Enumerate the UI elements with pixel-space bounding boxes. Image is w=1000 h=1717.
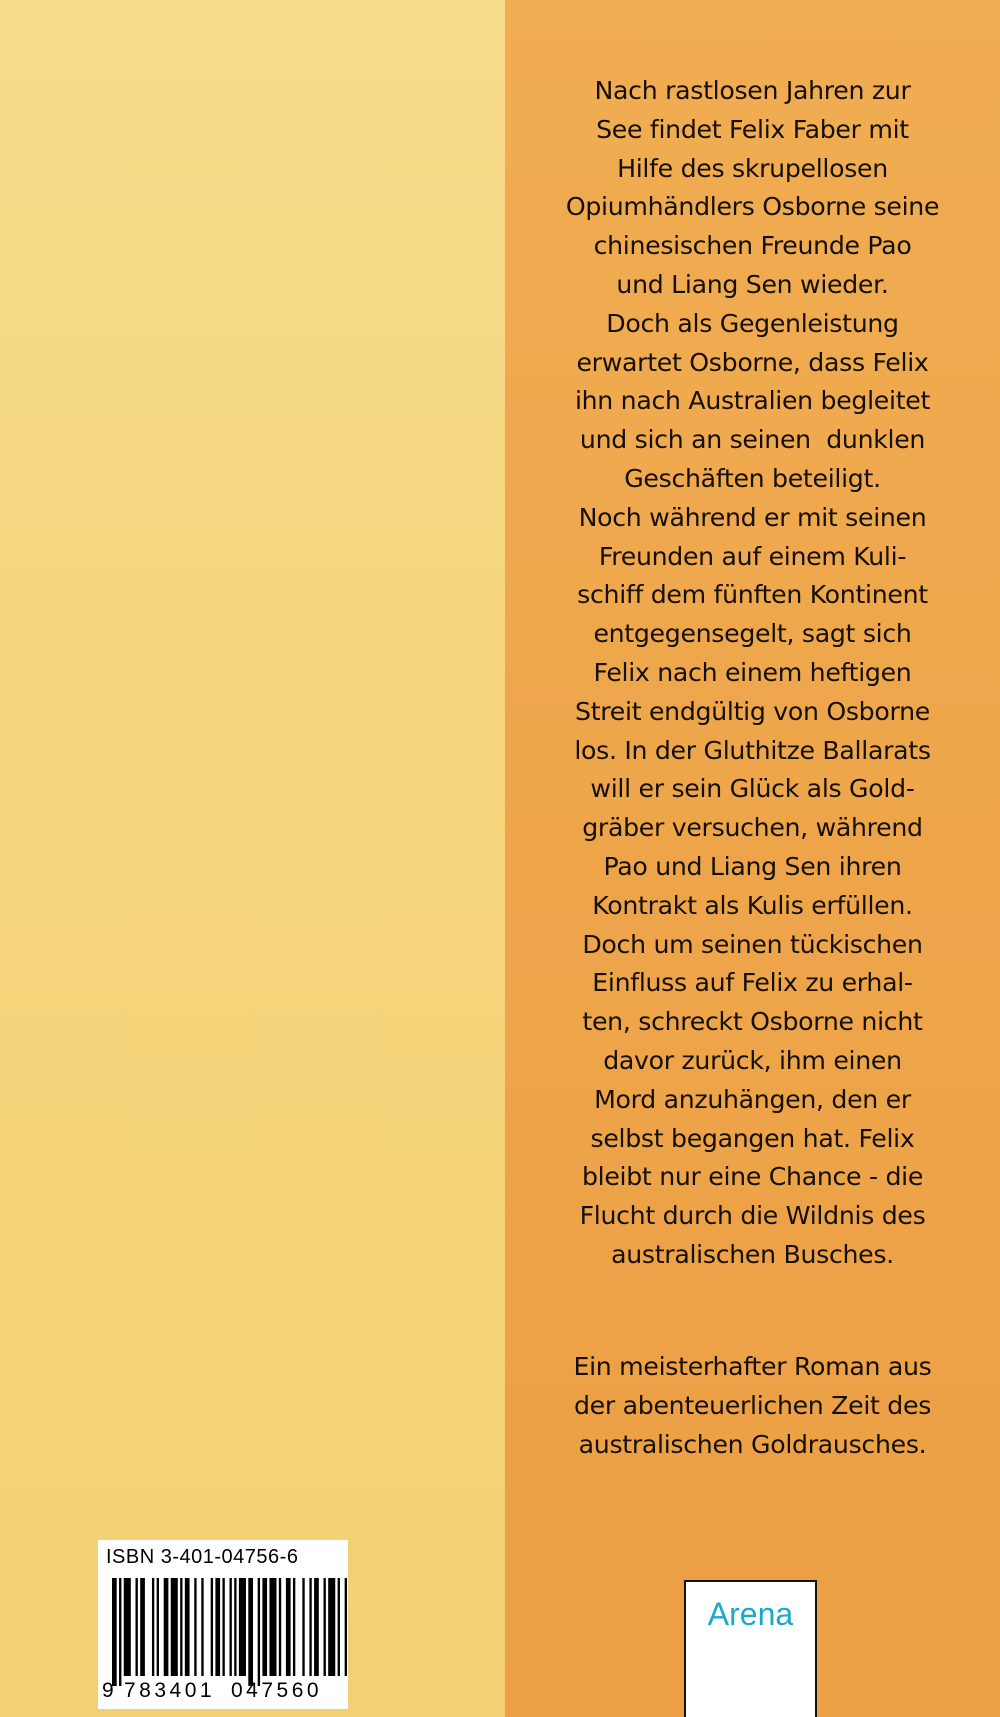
blurb-line: chinesischen Freunde Pao [593, 231, 912, 261]
barcode-bar [211, 1578, 213, 1676]
publisher-name: Arena [707, 1596, 794, 1632]
blurb-line: will er sein Glück als Gold- [590, 774, 915, 804]
barcode-bar [140, 1578, 145, 1676]
barcode-bar [136, 1578, 138, 1676]
barcode-bar [286, 1578, 291, 1676]
blurb-line: See findet Felix Faber mit [596, 114, 909, 144]
barcode-bar [180, 1578, 182, 1676]
blurb-line: und Liang Sen wieder. [616, 269, 889, 299]
tagline-line: australischen Goldrausches. [578, 1429, 927, 1459]
barcode-bar [112, 1578, 117, 1686]
barcode-bars [98, 1578, 348, 1686]
isbn-label: ISBN 3-401-04756-6 [106, 1546, 299, 1568]
barcode-bar [239, 1578, 246, 1676]
ean-digits [98, 1679, 348, 1705]
barcode-bar [215, 1578, 220, 1676]
barcode-bar [234, 1578, 236, 1676]
blurb-line: ihn nach Australien begleitet [574, 386, 931, 416]
blurb-line: davor zurück, ihm einen [603, 1045, 902, 1075]
blurb-line: Kontrakt als Kulis erfüllen. [592, 890, 913, 920]
blurb-line: Flucht durch die Wildnis des [579, 1201, 926, 1231]
barcode-bar [171, 1578, 178, 1676]
barcode-bar [269, 1578, 276, 1676]
tagline-line: der abenteuerlichen Zeit des [573, 1390, 932, 1420]
barcode-bar [302, 1578, 304, 1676]
barcode-bar [157, 1578, 159, 1676]
blurb-line: schiff dem fünften Kontinent [577, 580, 928, 610]
barcode-bar [314, 1578, 319, 1676]
barcode-bar [248, 1578, 253, 1686]
blurb-line: Freunden auf einem Kuli- [598, 541, 907, 571]
blurb-line: selbst begangen hat. Felix [590, 1123, 915, 1153]
barcode-bar [164, 1578, 169, 1676]
blurb-line: Geschäften beteiligt. [624, 463, 881, 493]
isbn-barcode [98, 1540, 348, 1709]
tagline-line: Ein meisterhafter Roman aus [573, 1352, 932, 1381]
barcode-bar [194, 1578, 196, 1676]
barcode-bar [309, 1578, 311, 1676]
barcode-bar [201, 1578, 203, 1676]
blurb-line: Felix nach einem heftigen [593, 657, 912, 687]
barcode-bar [328, 1578, 335, 1676]
barcode-bar [324, 1578, 326, 1676]
barcode-bar [119, 1578, 121, 1686]
blurb-line: Nach rastlosen Jahren zur [594, 76, 911, 105]
barcode-bar [230, 1578, 232, 1676]
barcode-bar [345, 1578, 347, 1676]
barcode-bar [279, 1578, 281, 1676]
blurb-text [520, 72, 985, 1275]
tagline-text [520, 1348, 985, 1464]
blurb-line: erwartet Osborne, dass Felix [576, 347, 929, 377]
barcode-bar [185, 1578, 190, 1676]
ean-group-left: 783401 [124, 1679, 216, 1702]
barcode-bar [222, 1578, 224, 1676]
blurb-line: ten, schreckt Osborne nicht [582, 1007, 923, 1037]
blurb-line: australischen Busches. [611, 1239, 894, 1269]
blurb-line: Opiumhändlers Osborne seine [565, 192, 940, 222]
blurb-line: Doch als Gegenleistung [606, 308, 899, 338]
blurb-line: entgegensegelt, sagt sich [593, 619, 912, 649]
blurb-line: Streit endgültig von Osborne [575, 696, 930, 726]
blurb-line: Doch um seinen tückischen [582, 929, 923, 959]
barcode-bar [262, 1578, 267, 1676]
barcode-bar [338, 1578, 340, 1676]
blurb-line: Mord anzuhängen, den er [594, 1084, 911, 1114]
publisher-logo [684, 1580, 817, 1717]
blurb-line: gräber versuchen, während [582, 813, 923, 843]
blurb-line: bleibt nur eine Chance - die [581, 1162, 924, 1192]
barcode-bar [152, 1578, 154, 1676]
blurb-line: Einfluss auf Felix zu erhal- [592, 968, 913, 998]
blurb-line: und sich an seinen dunklen [579, 425, 926, 455]
blurb-line: Hilfe des skrupellosen [617, 153, 888, 183]
barcode-bar [258, 1578, 260, 1686]
ean-group-right: 047560 [231, 1679, 323, 1702]
barcode-bar [293, 1578, 295, 1676]
blurb-line: los. In der Gluthitze Ballarats [574, 735, 931, 765]
blurb-line: Pao und Liang Sen ihren [603, 851, 902, 881]
ean-first-digit: 9 [102, 1679, 114, 1702]
blurb-line: Noch während er mit seinen [578, 502, 927, 532]
barcode-bar [124, 1578, 131, 1676]
